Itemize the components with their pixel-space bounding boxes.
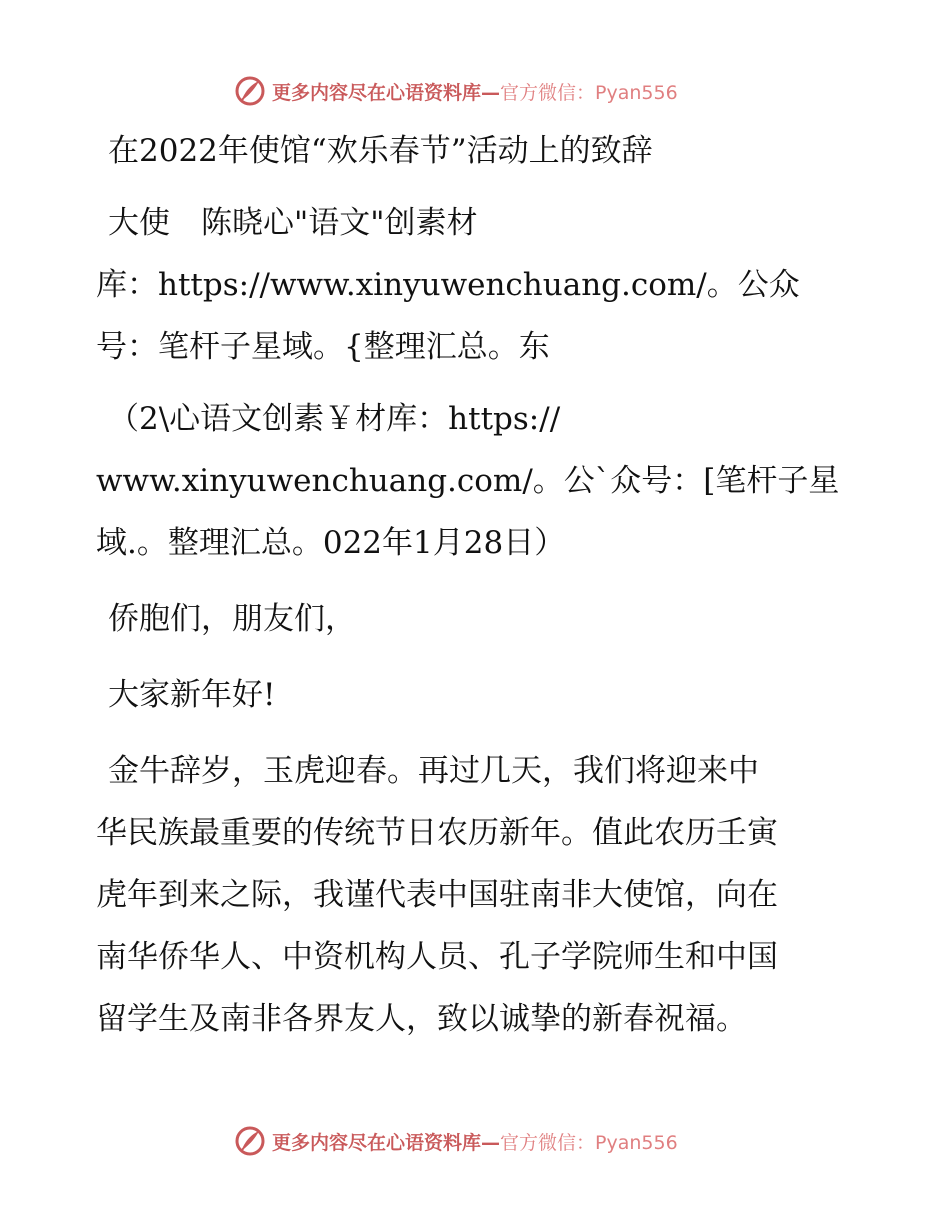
watermark-main-text: 更多内容尽在心语资料库—: [272, 1131, 501, 1154]
paragraph-line-1: 金牛辞岁，玉虎迎春。再过几天，我们将迎来中: [108, 753, 759, 789]
author-line-3: 号：笔杆子星域。{整理汇总。东: [96, 329, 550, 365]
header-watermark: [234, 74, 678, 108]
author-line-1: 大使 陈晓心"语文"创素材: [108, 205, 478, 241]
author-line-2: 库：https://www.xinyuwenchuang.com/。公众: [96, 267, 800, 303]
footer-watermark: [234, 1124, 678, 1158]
date-line-3: 域.。整理汇总。022年1月28日）: [96, 525, 566, 561]
quill-logo-icon: [234, 75, 266, 107]
salutation: 侨胞们，朋友们，: [108, 601, 356, 637]
date-line-2: www.xinyuwenchuang.com/。公`众号：[笔杆子星: [96, 463, 840, 499]
watermark-main-text: 更多内容尽在心语资料库—: [272, 81, 501, 104]
paragraph-line-5: 留学生及南非各界友人，致以诚挚的新春祝福。: [96, 1001, 747, 1037]
paragraph-line-3: 虎年到来之际，我谨代表中国驻南非大使馆，向在: [96, 877, 778, 913]
paragraph-line-4: 南华侨华人、中资机构人员、孔子学院师生和中国: [96, 939, 778, 975]
paragraph-line-2: 华民族最重要的传统节日农历新年。值此农历壬寅: [96, 815, 778, 851]
watermark-sub-text: 官方微信：Pyan556: [500, 1131, 678, 1154]
date-line-1: （2\心语文创素￥材库：https://: [108, 401, 561, 437]
watermark-sub-text: 官方微信：Pyan556: [500, 81, 678, 104]
document-body: [96, 120, 856, 1050]
greeting: 大家新年好!: [108, 677, 276, 713]
quill-logo-icon: [234, 1125, 266, 1157]
document-title: 在2022年使馆“欢乐春节”活动上的致辞: [108, 133, 653, 169]
